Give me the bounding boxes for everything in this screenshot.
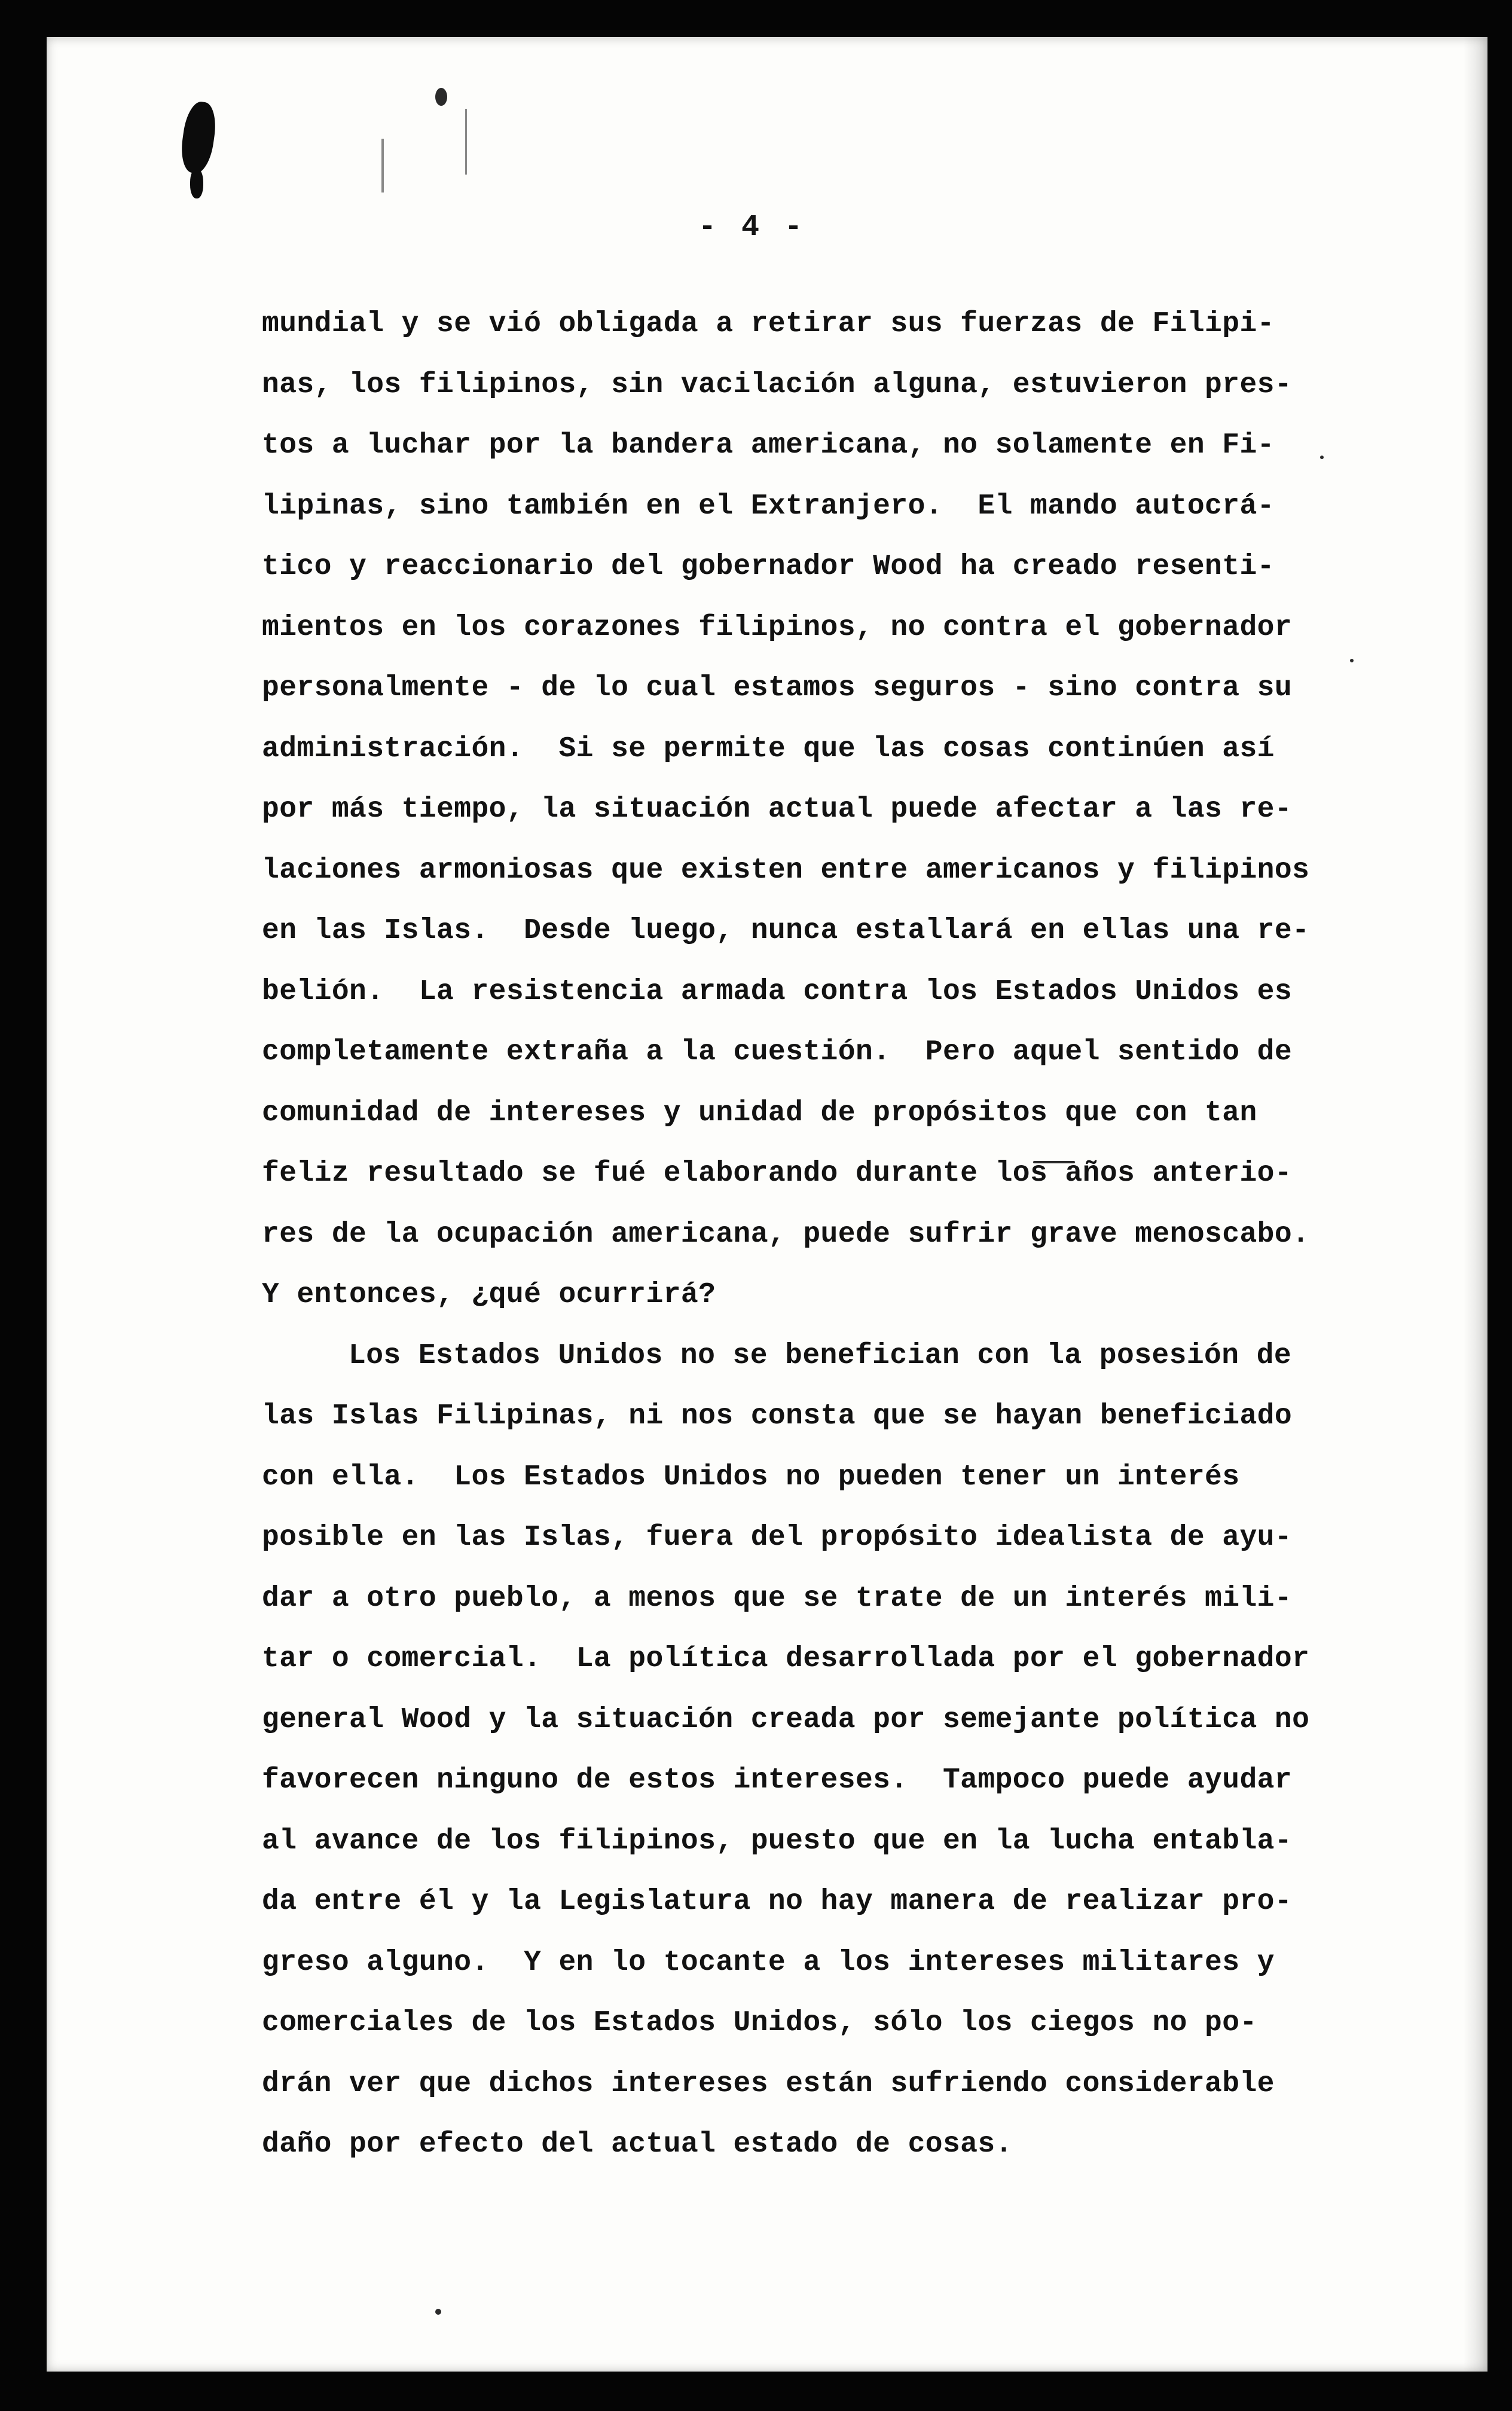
ink-blot [178, 100, 219, 175]
text-line: tar o comercial. La política desarrollada por el gobernador [262, 1643, 1310, 1675]
text-line: general Wood y la situación creada por semejante política no [262, 1703, 1310, 1736]
text-line: res de la ocupación americana, puede sufrir grave menoscabo. [262, 1218, 1310, 1251]
text-line: da entre él y la Legislatura no hay manera de realizar pro- [262, 1886, 1293, 1918]
ink-blot [190, 169, 203, 198]
text-line: favorecen ninguno de estos intereses. Tampoco puede ayudar [262, 1764, 1293, 1796]
text-line: comerciales de los Estados Unidos, sólo los ciegos no po- [262, 2007, 1257, 2039]
text-line: greso alguno. Y en lo tocante a los intereses militares y [262, 1946, 1275, 1979]
text-line: feliz resultado se fué elaborando durante los años anterio- [262, 1157, 1293, 1190]
ink-speck [435, 2309, 441, 2315]
text-line: lipinas, sino también en el Extranjero. El mando autocrá- [262, 490, 1275, 522]
document-body [262, 294, 1392, 2175]
document-page [47, 37, 1487, 2372]
text-line: mientos en los corazones filipinos, no contra el gobernador [262, 611, 1293, 644]
text-line: Los Estados Unidos no se benefician con la posesión de [349, 1339, 1292, 1372]
page-edge-shadow [1464, 37, 1487, 2372]
text-line: completamente extraña a la cuestión. Pero aquel sentido de [262, 1036, 1293, 1068]
text-line: tico y reaccionario del gobernador Wood ha creado resenti- [262, 551, 1275, 583]
text-line: drán ver que dichos intereses están sufriendo considerable [262, 2067, 1275, 2100]
text-line: con ella. Los Estados Unidos no pueden tener un interés [262, 1460, 1240, 1493]
text-line: administración. Si se permite que las cosas continúen así [262, 732, 1275, 765]
text-line: tos a luchar por la bandera americana, no solamente en Fi- [262, 429, 1275, 462]
text-line: por más tiempo, la situación actual puede afectar a las re- [262, 793, 1293, 826]
text-line: al avance de los filipinos, puesto que en la lucha entabla- [262, 1825, 1293, 1857]
scan-scratch [465, 109, 467, 175]
text-line: daño por efecto del actual estado de cosas. [262, 2128, 1013, 2161]
page-number: - 4 - [698, 210, 807, 245]
scan-scratch [381, 139, 384, 192]
text-line: mundial y se vió obligada a retirar sus fuerzas de Filipi- [262, 308, 1275, 340]
text-line: comunidad de intereses y unidad de propósitos que con tan [262, 1096, 1257, 1129]
paragraph-1 [262, 294, 1392, 1326]
text-line: en las Islas. Desde luego, nunca estallará en ellas una re- [262, 915, 1310, 947]
text-line: posible en las Islas, fuera del propósito idealista de ayu- [262, 1521, 1293, 1554]
ink-speck [435, 88, 447, 106]
text-line: dar a otro pueblo, a menos que se trate de un interés mili- [262, 1582, 1293, 1615]
text-line: nas, los filipinos, sin vacilación alguna, estuvieron pres- [262, 368, 1293, 401]
text-line: laciones armoniosas que existen entre americanos y filipinos [262, 854, 1310, 887]
paragraph-2 [262, 1326, 1392, 2175]
text-line: personalmente - de lo cual estamos seguros - sino contra su [262, 672, 1293, 704]
text-line: las Islas Filipinas, ni nos consta que se hayan beneficiado [262, 1400, 1293, 1432]
text-line: Y entonces, ¿qué ocurrirá? [262, 1279, 716, 1311]
text-line: belión. La resistencia armada contra los Estados Unidos es [262, 975, 1293, 1008]
